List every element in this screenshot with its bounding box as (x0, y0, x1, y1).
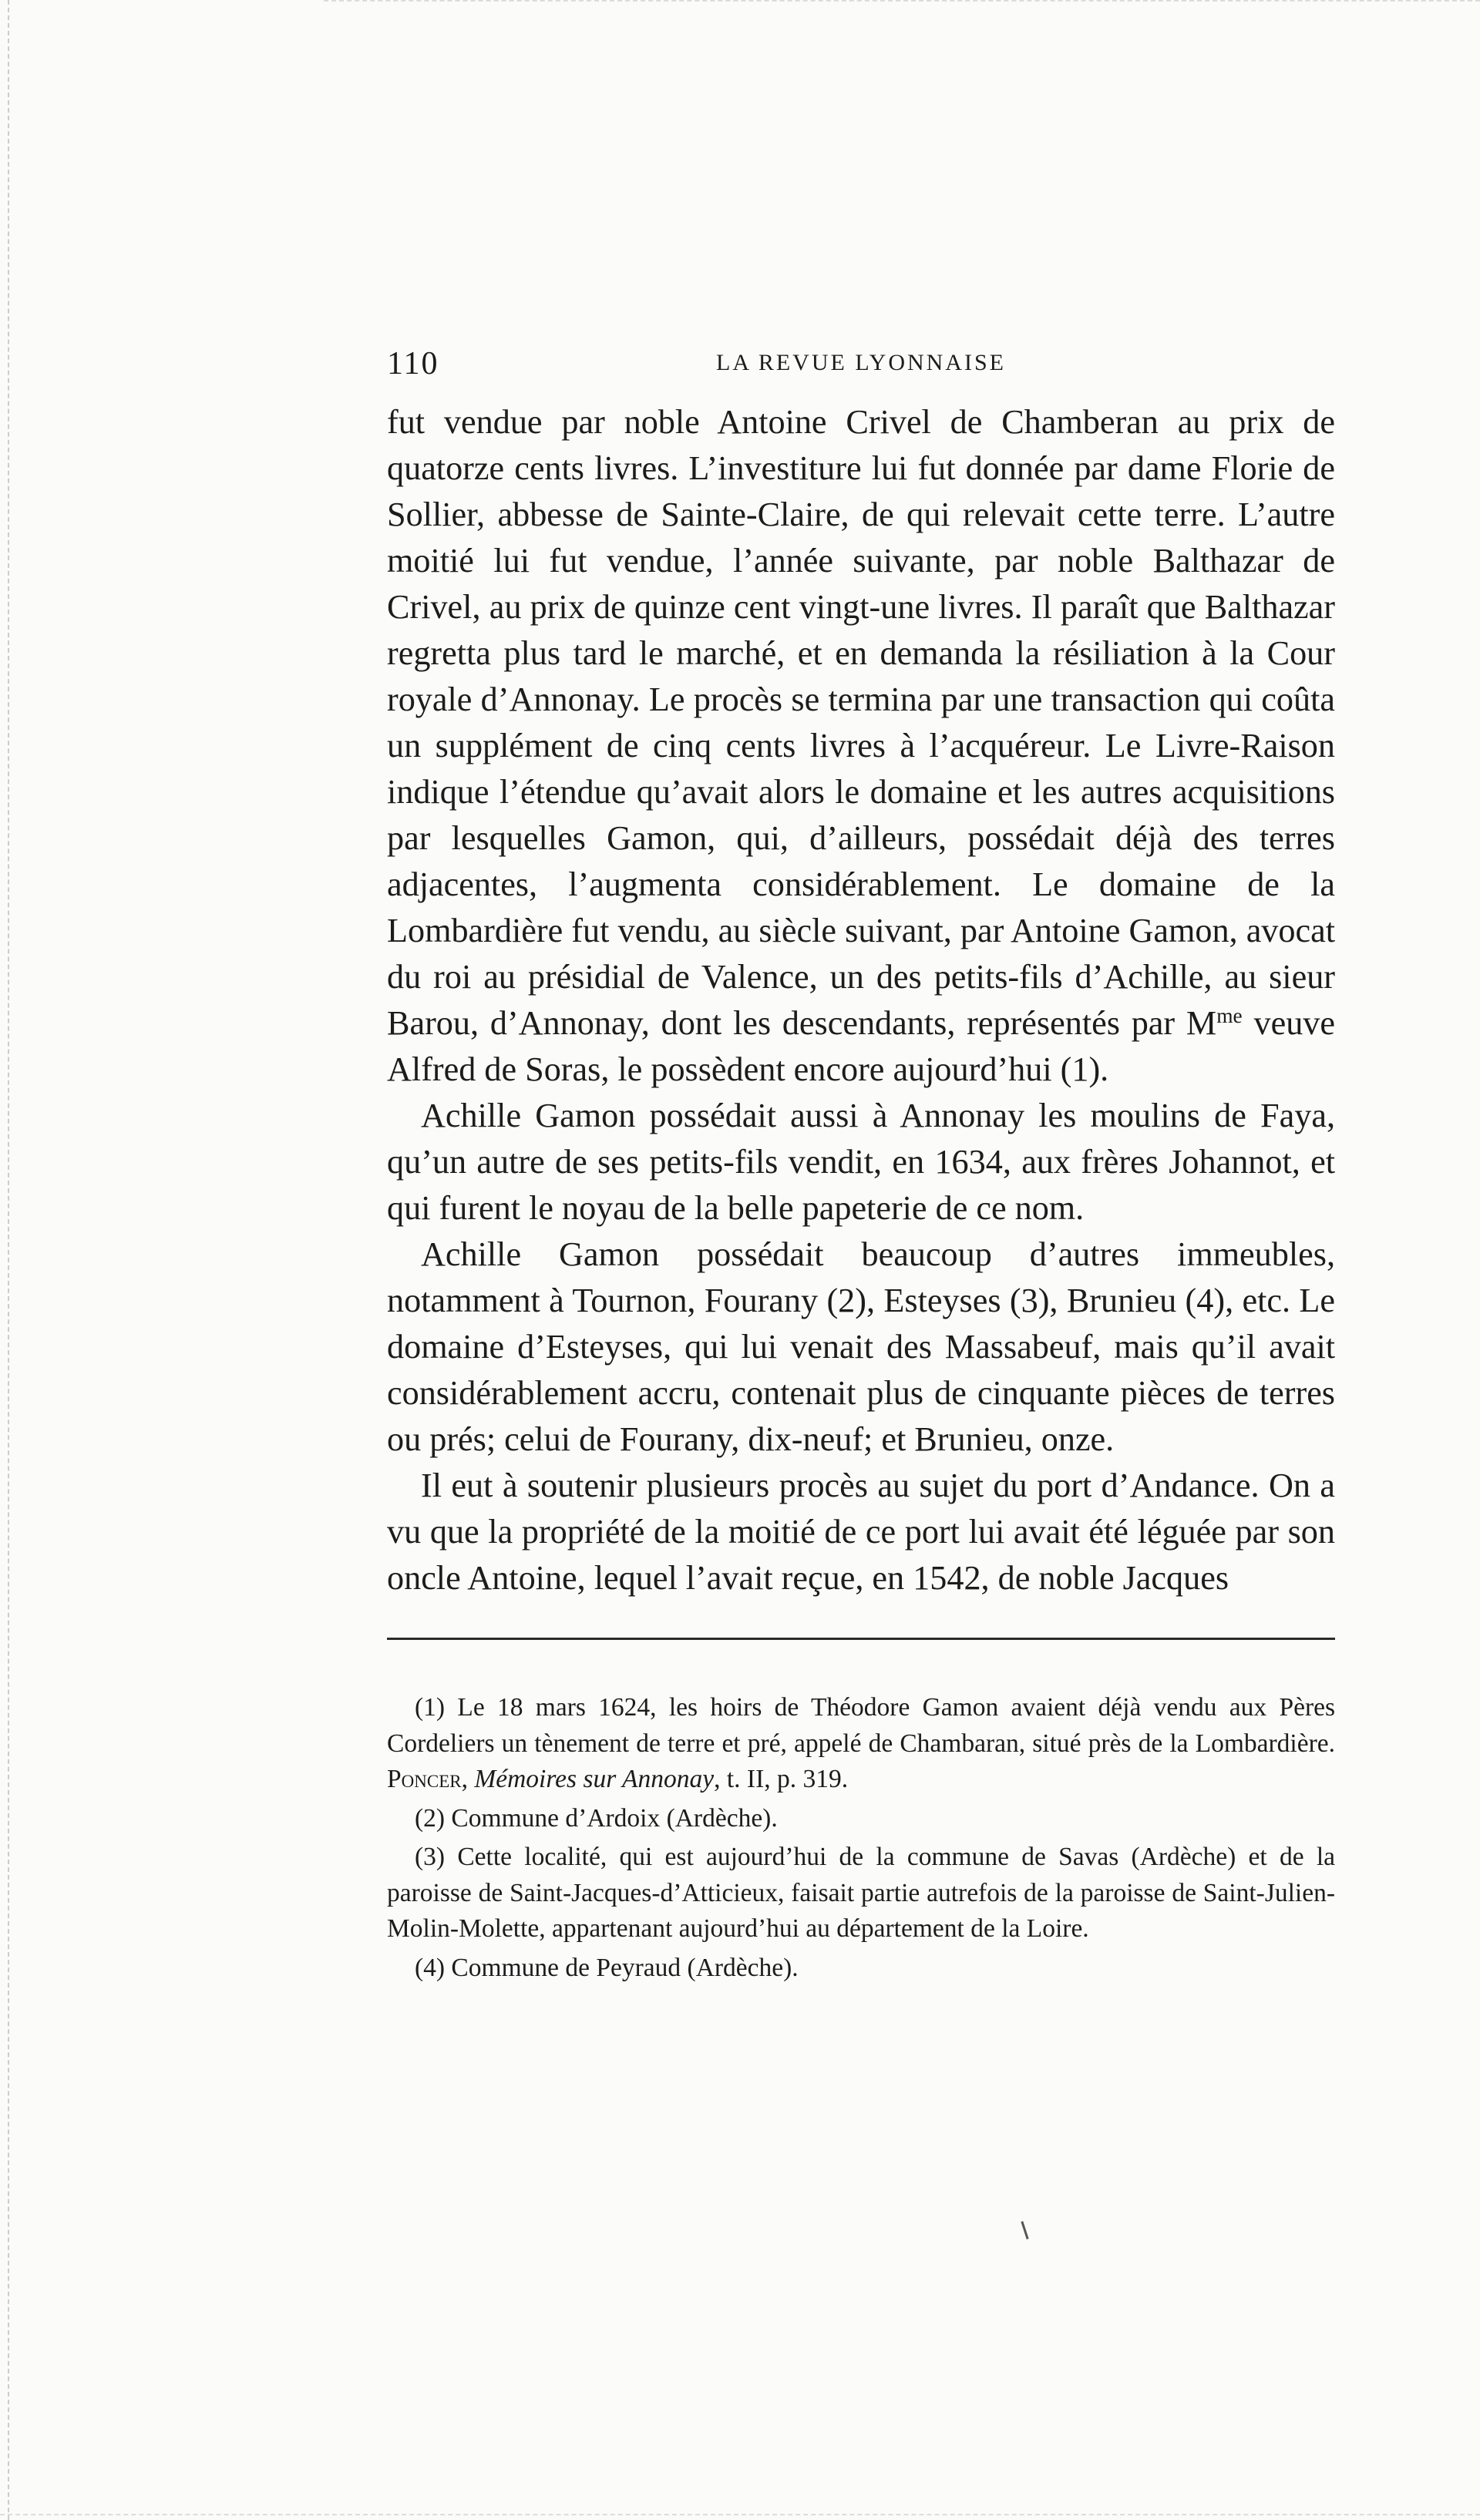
paragraph-4: Il eut à soutenir plusieurs procès au sujet du port d’Andance. On a vu que la propriété de la moitié de ce port lui avait été léguée par son oncle Antoine, lequel l’avait reçue, en 1542, de noble Jacques (387, 1467, 1335, 1597)
footnote-1-separator: , (461, 1765, 475, 1793)
body-text (387, 399, 1335, 1601)
paragraph-3: Achille Gamon possédait beaucoup d’autres immeubles, notamment à Tournon, Fourany (2), Esteyses (3), Brunieu (4), etc. Le domaine d’Esteyses, qui lui venait des Massabeuf, mais qu’il avait considérablement accru, contenait plus de cinquante pièces de terres ou prés; celui de Fourany, dix-neuf; et Brunieu, onze. (387, 1235, 1335, 1458)
running-head (387, 345, 1335, 384)
scan-bottom-edge (0, 2514, 1480, 2518)
footnote-rule (387, 1638, 1335, 1640)
scan-top-edge (324, 0, 1480, 5)
page-number: 110 (387, 346, 439, 381)
footnote-1-reference: , t. II, p. 319. (714, 1765, 849, 1793)
madame-superscript: me (1216, 1003, 1243, 1027)
footnote-1-author: Poncer (387, 1765, 462, 1793)
footnote-3: (3) Cette localité, qui est aujourd’hui de la commune de Savas (Ardèche) et de la paroisse de Saint-Jacques-d’Atticieux, faisait partie autrefois de la paroisse de Saint-Julien-Molin-Molette, appartenant aujourd’hui au département de la Loire. (387, 1843, 1335, 1943)
scan-left-edge (0, 0, 9, 2520)
footnote-1 (387, 1690, 1335, 1798)
journal-title: LA REVUE LYONNAISE (716, 350, 1006, 375)
footnote-1-title: Mémoires sur Annonay (474, 1765, 715, 1793)
scan-stray-mark (1021, 2221, 1028, 2239)
paragraph-1 (387, 399, 1335, 1093)
footnote-4: (4) Commune de Peyraud (Ardèche). (415, 1953, 799, 1982)
paragraph-1-text-b: veuve Alfred de Soras, le possèdent encore aujourd’hui (1). (387, 1004, 1335, 1088)
footnote-2: (2) Commune d’Ardoix (Ardèche). (415, 1803, 778, 1833)
paragraph-2: Achille Gamon possédait aussi à Annonay les moulins de Faya, qu’un autre de ses petits-fils vendit, en 1634, aux frères Johannot, et qui furent le noyau de la belle papeterie de ce nom. (387, 1097, 1335, 1227)
paragraph-1-text-a: fut vendue par noble Antoine Crivel de Chamberan au prix de quatorze cents livres. L’investiture lui fut donnée par dame Florie de Sollier, abbesse de Sainte-Claire, de qui relevait cette terre. L’autre moitié lui fut vendue, l’année suivante, par noble Balthazar de Crivel, au prix de quinze cent vingt-une livres. Il paraît que Balthazar regretta plus tard le marché, et en demanda la résiliation à la Cour royale d’Annonay. Le procès se termina par une transaction qui coûta un supplément de cinq cents livres à l’acquéreur. Le Livre-Raison indique l’étendue qu’avait alors le domaine et les autres acquisitions par lesquelles Gamon, qui, d’ailleurs, possédait déjà des terres adjacentes, l’augmenta considérablement. Le domaine de la Lombardière fut vendu, au siècle suivant, par Antoine Gamon, avocat du roi au présidial de Valence, un des petits-fils d’Achille, au sieur Barou, d’Annonay, dont les descendants, représentés par M (387, 403, 1335, 1042)
footnotes (387, 1690, 1335, 1989)
footnote-1-text: (1) Le 18 mars 1624, les hoirs de Théodore Gamon avaient déjà vendu aux Pères Cordeliers un tènement de terre et pré, appelé de Chambaran, situé près de la Lombardière. (387, 1693, 1335, 1758)
